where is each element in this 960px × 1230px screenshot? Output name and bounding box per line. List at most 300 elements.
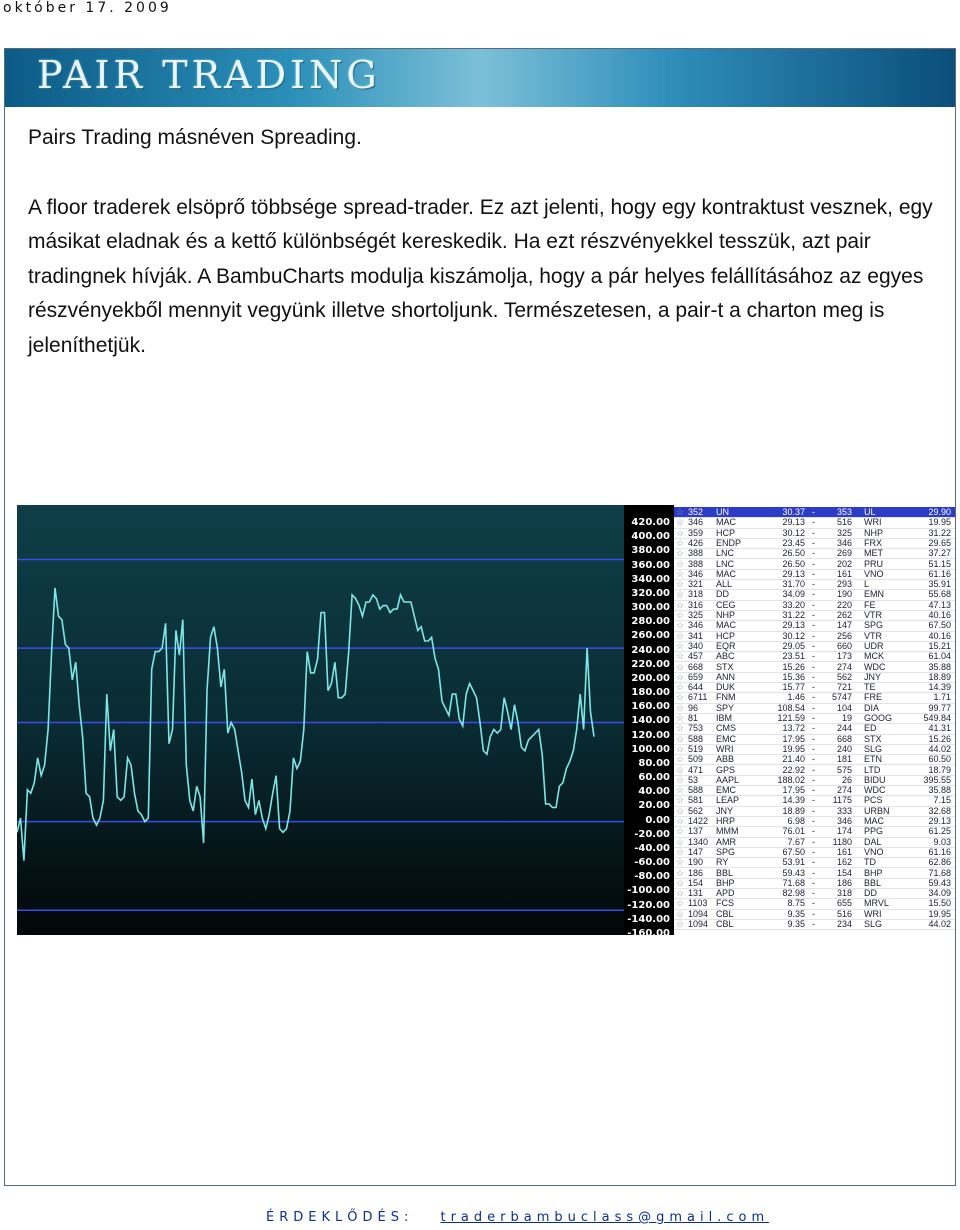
cell-s1: AAPL: [716, 774, 740, 785]
footer-email-link[interactable]: traderbambuclass@gmail.com: [440, 1210, 770, 1225]
y-tick-label: 220.00: [631, 658, 670, 670]
star-icon[interactable]: ☆: [676, 743, 685, 754]
cell-n2: 274: [836, 785, 852, 796]
cell-d1: -: [812, 527, 815, 538]
cell-s1: WRI: [716, 743, 734, 754]
cell-p2: 35.88: [928, 661, 951, 672]
cell-s1: ALL: [716, 579, 733, 590]
cell-s2: BIDU: [864, 774, 886, 785]
cell-p2: 40.16: [928, 610, 951, 620]
cell-s2: FRE: [864, 692, 882, 703]
cell-n2: 173: [836, 651, 852, 662]
pair-row[interactable]: [674, 919, 955, 930]
cell-s1: LNC: [716, 548, 735, 559]
cell-s2: VTR: [864, 630, 882, 641]
cell-n1: 81: [688, 713, 699, 723]
cell-n1: 471: [688, 764, 704, 775]
star-icon[interactable]: ☆: [676, 805, 685, 816]
cell-s2: EMN: [864, 589, 884, 600]
star-icon[interactable]: ☆: [676, 558, 685, 569]
star-icon[interactable]: ☆: [676, 826, 685, 837]
cell-s2: WRI: [864, 517, 882, 528]
cell-s2: MRVL: [864, 898, 889, 909]
cell-s2: PPG: [864, 826, 884, 837]
cell-n1: 519: [688, 743, 704, 754]
cell-n2: 220: [836, 599, 852, 610]
y-tick-label: 60.00: [638, 772, 670, 784]
cell-n2: 262: [836, 610, 852, 620]
cell-s2: SPG: [864, 620, 884, 631]
cell-s2: VNO: [864, 846, 884, 857]
cell-s2: MAC: [864, 816, 884, 826]
cell-p1: 29.13: [782, 517, 805, 528]
page-title: PAIR TRADING: [37, 53, 381, 97]
cell-d1: -: [812, 599, 815, 610]
y-tick-label: 320.00: [631, 587, 670, 599]
y-tick-label: 100.00: [631, 743, 670, 755]
star-icon[interactable]: ☆: [676, 527, 685, 538]
y-tick-label: 200.00: [631, 672, 670, 684]
cell-p2: 29.90: [928, 507, 951, 517]
cell-p1: 18.89: [782, 805, 805, 816]
cell-s2: NHP: [864, 527, 884, 538]
star-icon[interactable]: ☆: [676, 857, 685, 868]
star-icon[interactable]: ☆: [676, 630, 685, 641]
cell-p1: 17.95: [782, 785, 805, 796]
star-icon[interactable]: ☆: [676, 537, 685, 548]
cell-s1: RY: [716, 857, 729, 868]
cell-p2: 18.79: [928, 764, 951, 775]
cell-d1: -: [812, 507, 815, 517]
cell-n1: 388: [688, 548, 704, 559]
cell-n1: 186: [688, 867, 704, 878]
cell-s2: STX: [864, 733, 882, 744]
main-paragraph: A floor traderek elsöprő többsége spread-trader. Ez azt jelenti, hogy egy kontraktust vesznek, egy másikat eladnak és a kettő különbségét kereskedik. Ha ezt részvényekkel tesszük, azt pair tradingnek hívják. A BambuCharts modulja kiszámolja, hogy a pár helyes felállításához az egyes részvényekből mennyit vegyünk illetve shortoljunk. Természetesen, a pair-t a charton meg is jeleníthetjük.: [28, 195, 933, 357]
cell-n2: 174: [836, 826, 852, 837]
star-icon[interactable]: ☆: [676, 682, 685, 693]
star-icon[interactable]: ☆: [676, 908, 685, 919]
y-tick-label: 140.00: [631, 715, 670, 727]
cell-p2: 61.25: [928, 826, 951, 837]
cell-s1: AMR: [716, 836, 736, 847]
y-tick-label: 340.00: [631, 573, 670, 585]
cell-d1: -: [812, 785, 815, 796]
y-tick-label: -20.00: [634, 828, 670, 840]
cell-n1: 426: [688, 537, 704, 548]
cell-n1: 346: [688, 620, 704, 631]
cell-d1: -: [812, 589, 815, 600]
star-icon[interactable]: ☆: [676, 785, 685, 796]
cell-s1: ABB: [716, 754, 735, 765]
cell-s1: STX: [716, 661, 734, 672]
cell-d1: -: [812, 919, 815, 929]
cell-n2: 655: [836, 898, 852, 909]
cell-p2: 67.50: [928, 620, 951, 631]
cell-d1: -: [812, 630, 815, 641]
cell-p2: 99.77: [928, 702, 951, 713]
cell-n2: 154: [836, 867, 852, 878]
cell-p2: 9.03: [933, 836, 951, 847]
cell-s2: BBL: [864, 877, 882, 888]
cell-p1: 19.95: [782, 743, 805, 754]
cell-s1: MAC: [716, 620, 736, 631]
cell-s1: JNY: [716, 805, 734, 816]
cell-p1: 15.26: [782, 661, 805, 672]
cell-d1: -: [812, 733, 815, 744]
cell-n2: 104: [836, 702, 852, 713]
cell-n2: 244: [836, 723, 852, 734]
cell-d1: -: [812, 795, 815, 806]
star-icon[interactable]: ☆: [676, 579, 685, 590]
cell-d1: -: [812, 640, 815, 651]
cell-n1: 668: [688, 661, 704, 672]
cell-n1: 1340: [688, 836, 709, 847]
cell-p2: 44.02: [928, 919, 951, 929]
star-icon[interactable]: ☆: [676, 599, 685, 610]
cell-d1: -: [812, 517, 815, 528]
cell-s1: ANN: [716, 671, 736, 682]
cell-s2: FRX: [864, 537, 882, 548]
star-icon[interactable]: ☆: [676, 723, 685, 734]
star-icon[interactable]: ☆: [676, 754, 685, 765]
cell-d1: -: [812, 661, 815, 672]
cell-p2: 41.31: [928, 723, 951, 734]
cell-n1: 6711: [688, 692, 708, 703]
date-label: október 17. 2009: [3, 0, 172, 16]
star-icon[interactable]: ☆: [676, 640, 685, 651]
cell-p2: 34.09: [928, 888, 951, 899]
cell-n1: 131: [688, 888, 704, 899]
cell-d1: -: [812, 537, 815, 548]
cell-n1: 359: [688, 527, 704, 538]
cell-s2: L: [864, 579, 870, 590]
cell-p1: 13.72: [782, 723, 805, 734]
cell-s1: MMM: [716, 826, 739, 837]
cell-p1: 23.51: [782, 651, 805, 662]
star-icon[interactable]: ☆: [676, 702, 685, 713]
cell-d1: -: [812, 702, 815, 713]
cell-n2: 1180: [832, 836, 852, 847]
cell-p2: 40.16: [928, 630, 951, 641]
cell-p2: 47.13: [928, 599, 951, 610]
cell-n1: 316: [688, 599, 704, 610]
star-icon[interactable]: ☆: [676, 888, 685, 899]
cell-d1: -: [812, 671, 815, 682]
cell-n2: 562: [836, 671, 852, 682]
cell-p2: 71.68: [928, 867, 951, 878]
article-body: [28, 121, 938, 363]
cell-p2: 35.91: [928, 579, 951, 590]
star-icon[interactable]: ☆: [676, 919, 685, 929]
y-tick-label: 400.00: [631, 531, 670, 543]
cell-s2: PCS: [864, 795, 883, 806]
y-tick-label: 80.00: [638, 757, 670, 769]
cell-n1: 325: [688, 610, 704, 620]
star-icon[interactable]: ☆: [676, 517, 685, 528]
cell-p2: 61.16: [928, 568, 951, 579]
star-icon[interactable]: ☆: [676, 568, 685, 579]
y-tick-label: 260.00: [631, 630, 670, 642]
cell-s2: VTR: [864, 610, 882, 620]
cell-d1: -: [812, 805, 815, 816]
cell-s1: IBM: [716, 713, 733, 723]
cell-n2: 721: [836, 682, 852, 693]
cell-d1: -: [812, 579, 815, 590]
cell-p2: 29.65: [928, 537, 951, 548]
star-icon[interactable]: ☆: [676, 836, 685, 847]
cell-p2: 61.04: [928, 651, 951, 662]
cell-p2: 35.88: [928, 785, 951, 796]
cell-p1: 59.43: [782, 867, 805, 878]
cell-s1: BHP: [716, 877, 735, 888]
cell-s2: MET: [864, 548, 883, 559]
pair-table: [674, 505, 955, 935]
cell-d1: -: [812, 558, 815, 569]
star-icon[interactable]: ☆: [676, 764, 685, 775]
cell-d1: -: [812, 743, 815, 754]
star-icon[interactable]: ☆: [676, 713, 685, 723]
star-icon[interactable]: ☆: [676, 733, 685, 744]
cell-p2: 15.26: [928, 733, 951, 744]
star-icon[interactable]: ☆: [676, 610, 685, 620]
star-icon[interactable]: ☆: [676, 867, 685, 878]
cell-d1: -: [812, 713, 815, 723]
cell-d1: -: [812, 908, 815, 919]
star-icon[interactable]: ☆: [676, 774, 685, 785]
cell-p1: 29.05: [782, 640, 805, 651]
bambucharts-screenshot: [17, 505, 955, 939]
cell-n1: 1094: [688, 919, 709, 929]
cell-n2: 161: [836, 568, 852, 579]
cell-n2: 516: [836, 908, 852, 919]
cell-s1: HCP: [716, 630, 736, 641]
y-tick-label: 40.00: [638, 786, 670, 798]
cell-s1: CEG: [716, 599, 736, 610]
cell-n1: 53: [688, 774, 699, 785]
cell-p2: 14.39: [928, 682, 951, 693]
cell-d1: -: [812, 620, 815, 631]
cell-d1: -: [812, 836, 815, 847]
cell-n1: 1422: [688, 816, 709, 826]
cell-n2: 575: [836, 764, 852, 775]
cell-n1: 341: [688, 630, 704, 641]
cell-p1: 29.13: [782, 620, 805, 631]
cell-s2: DD: [864, 888, 877, 899]
cell-p1: 31.70: [782, 579, 805, 590]
cell-n2: 202: [836, 558, 852, 569]
cell-n1: 352: [688, 507, 704, 517]
cell-p2: 18.89: [928, 671, 951, 682]
cell-d1: -: [812, 723, 815, 734]
cell-s1: EMC: [716, 733, 736, 744]
cell-p2: 44.02: [928, 743, 951, 754]
y-tick-label: 0.00: [645, 814, 670, 826]
cell-s1: HRP: [716, 816, 736, 826]
page-frame: [4, 48, 956, 1186]
cell-n1: 562: [688, 805, 704, 816]
cell-s1: CBL: [716, 908, 734, 919]
cell-n2: 240: [836, 743, 852, 754]
star-icon[interactable]: ☆: [676, 898, 685, 909]
star-icon[interactable]: ☆: [676, 692, 685, 703]
cell-p1: 26.50: [782, 548, 805, 559]
cell-s2: PRU: [864, 558, 884, 569]
cell-p2: 60.50: [928, 754, 951, 765]
cell-d1: -: [812, 568, 815, 579]
cell-p1: 31.22: [782, 610, 805, 620]
cell-p1: 34.09: [782, 589, 805, 600]
cell-n2: 190: [836, 589, 852, 600]
cell-p1: 121.59: [777, 713, 805, 723]
cell-n1: 147: [688, 846, 704, 857]
cell-n2: 26: [841, 774, 852, 785]
cell-d1: -: [812, 846, 815, 857]
spread-chart: [17, 505, 624, 935]
cell-s2: GOOG: [864, 713, 893, 723]
cell-p2: 62.86: [928, 857, 951, 868]
cell-n1: 340: [688, 640, 704, 651]
cell-d1: -: [812, 692, 815, 703]
cell-n2: 516: [836, 517, 852, 528]
y-tick-label: 360.00: [631, 559, 670, 571]
y-axis: [624, 505, 674, 939]
cell-p2: 51.15: [928, 558, 951, 569]
cell-p1: 23.45: [782, 537, 805, 548]
cell-p1: 30.12: [782, 527, 805, 538]
y-tick-label: -160.00: [627, 928, 670, 939]
star-icon[interactable]: ☆: [676, 816, 685, 826]
cell-n2: 234: [836, 919, 852, 929]
cell-n1: 321: [688, 579, 704, 590]
cell-n1: 659: [688, 671, 704, 682]
cell-s1: CMS: [716, 723, 736, 734]
cell-s2: UDR: [864, 640, 884, 651]
star-icon[interactable]: ☆: [676, 548, 685, 559]
cell-n2: 19: [841, 713, 852, 723]
star-icon[interactable]: ☆: [676, 877, 685, 888]
cell-s2: TE: [864, 682, 876, 693]
cell-n1: 588: [688, 733, 704, 744]
cell-s2: UL: [864, 507, 876, 517]
cell-p2: 19.95: [928, 908, 951, 919]
cell-n1: 753: [688, 723, 704, 734]
cell-s1: DD: [716, 589, 729, 600]
y-tick-label: -140.00: [627, 913, 670, 925]
cell-p1: 9.35: [787, 908, 805, 919]
cell-n1: 346: [688, 568, 704, 579]
cell-p1: 1.46: [787, 692, 805, 703]
cell-n2: 269: [836, 548, 852, 559]
cell-s1: LNC: [716, 558, 735, 569]
star-icon[interactable]: ☆: [676, 507, 685, 517]
footer-label: ÉRDEKLŐDÉS:: [266, 1210, 414, 1225]
cell-d1: -: [812, 867, 815, 878]
cell-n1: 457: [688, 651, 704, 662]
cell-p2: 55.68: [928, 589, 951, 600]
cell-s2: FE: [864, 599, 876, 610]
star-icon[interactable]: ☆: [676, 620, 685, 631]
cell-n2: 346: [836, 537, 852, 548]
cell-n1: 346: [688, 517, 704, 528]
cell-p2: 15.50: [928, 898, 951, 909]
cell-n1: 1103: [688, 898, 708, 909]
cell-d1: -: [812, 826, 815, 837]
cell-n1: 581: [688, 795, 704, 806]
y-tick-label: -60.00: [634, 857, 670, 869]
y-tick-label: -100.00: [627, 885, 670, 897]
y-tick-label: -120.00: [627, 899, 670, 911]
cell-s2: URBN: [864, 805, 890, 816]
star-icon[interactable]: ☆: [676, 589, 685, 600]
cell-s2: SLG: [864, 743, 883, 754]
cell-d1: -: [812, 651, 815, 662]
cell-n2: 333: [836, 805, 852, 816]
cell-n2: 5747: [831, 692, 852, 703]
cell-p2: 59.43: [928, 877, 951, 888]
cell-d1: -: [812, 682, 815, 693]
y-tick-label: -80.00: [634, 871, 670, 883]
cell-p2: 29.13: [928, 816, 951, 826]
cell-s2: MCK: [864, 651, 884, 662]
cell-s1: SPG: [716, 846, 736, 857]
cell-s1: APD: [716, 888, 735, 899]
cell-s2: DIA: [864, 702, 880, 713]
cell-n2: 325: [836, 527, 852, 538]
cell-p1: 7.67: [787, 836, 805, 847]
cell-p1: 21.40: [782, 754, 805, 765]
cell-n2: 181: [836, 754, 852, 765]
cell-p1: 71.68: [782, 877, 805, 888]
y-tick-label: -40.00: [634, 842, 670, 854]
cell-n2: 1175: [832, 795, 852, 806]
cell-s1: UN: [716, 507, 729, 517]
cell-p2: 61.16: [928, 846, 951, 857]
cell-p1: 76.01: [782, 826, 805, 837]
cell-p2: 32.68: [928, 805, 951, 816]
cell-s2: ETN: [864, 754, 882, 765]
cell-p1: 30.37: [782, 507, 805, 517]
cell-d1: -: [812, 816, 815, 826]
cell-s1: HCP: [716, 527, 736, 538]
footer: [266, 1210, 769, 1225]
cell-p1: 108.54: [777, 702, 805, 713]
cell-s1: BBL: [716, 867, 734, 878]
star-icon[interactable]: ☆: [676, 671, 685, 682]
y-tick-label: 20.00: [638, 800, 670, 812]
cell-n1: 1094: [688, 908, 709, 919]
star-icon[interactable]: ☆: [676, 661, 685, 672]
cell-p1: 188.02: [777, 774, 805, 785]
cell-s1: GPS: [716, 764, 736, 775]
cell-p1: 6.98: [787, 816, 805, 826]
cell-s1: DUK: [716, 682, 736, 693]
cell-s1: CBL: [716, 919, 734, 929]
cell-n2: 274: [836, 661, 852, 672]
cell-p2: 31.22: [928, 527, 951, 538]
cell-p1: 15.77: [782, 682, 805, 693]
star-icon[interactable]: ☆: [676, 846, 685, 857]
y-tick-label: 180.00: [631, 687, 670, 699]
cell-s2: JNY: [864, 671, 882, 682]
cell-n1: 318: [688, 589, 704, 600]
cell-s1: NHP: [716, 610, 736, 620]
spread-line: [17, 588, 594, 861]
cell-d1: -: [812, 877, 815, 888]
cell-s1: LEAP: [716, 795, 740, 806]
star-icon[interactable]: ☆: [676, 795, 685, 806]
star-icon[interactable]: ☆: [676, 651, 685, 662]
cell-p1: 33.20: [782, 599, 805, 610]
